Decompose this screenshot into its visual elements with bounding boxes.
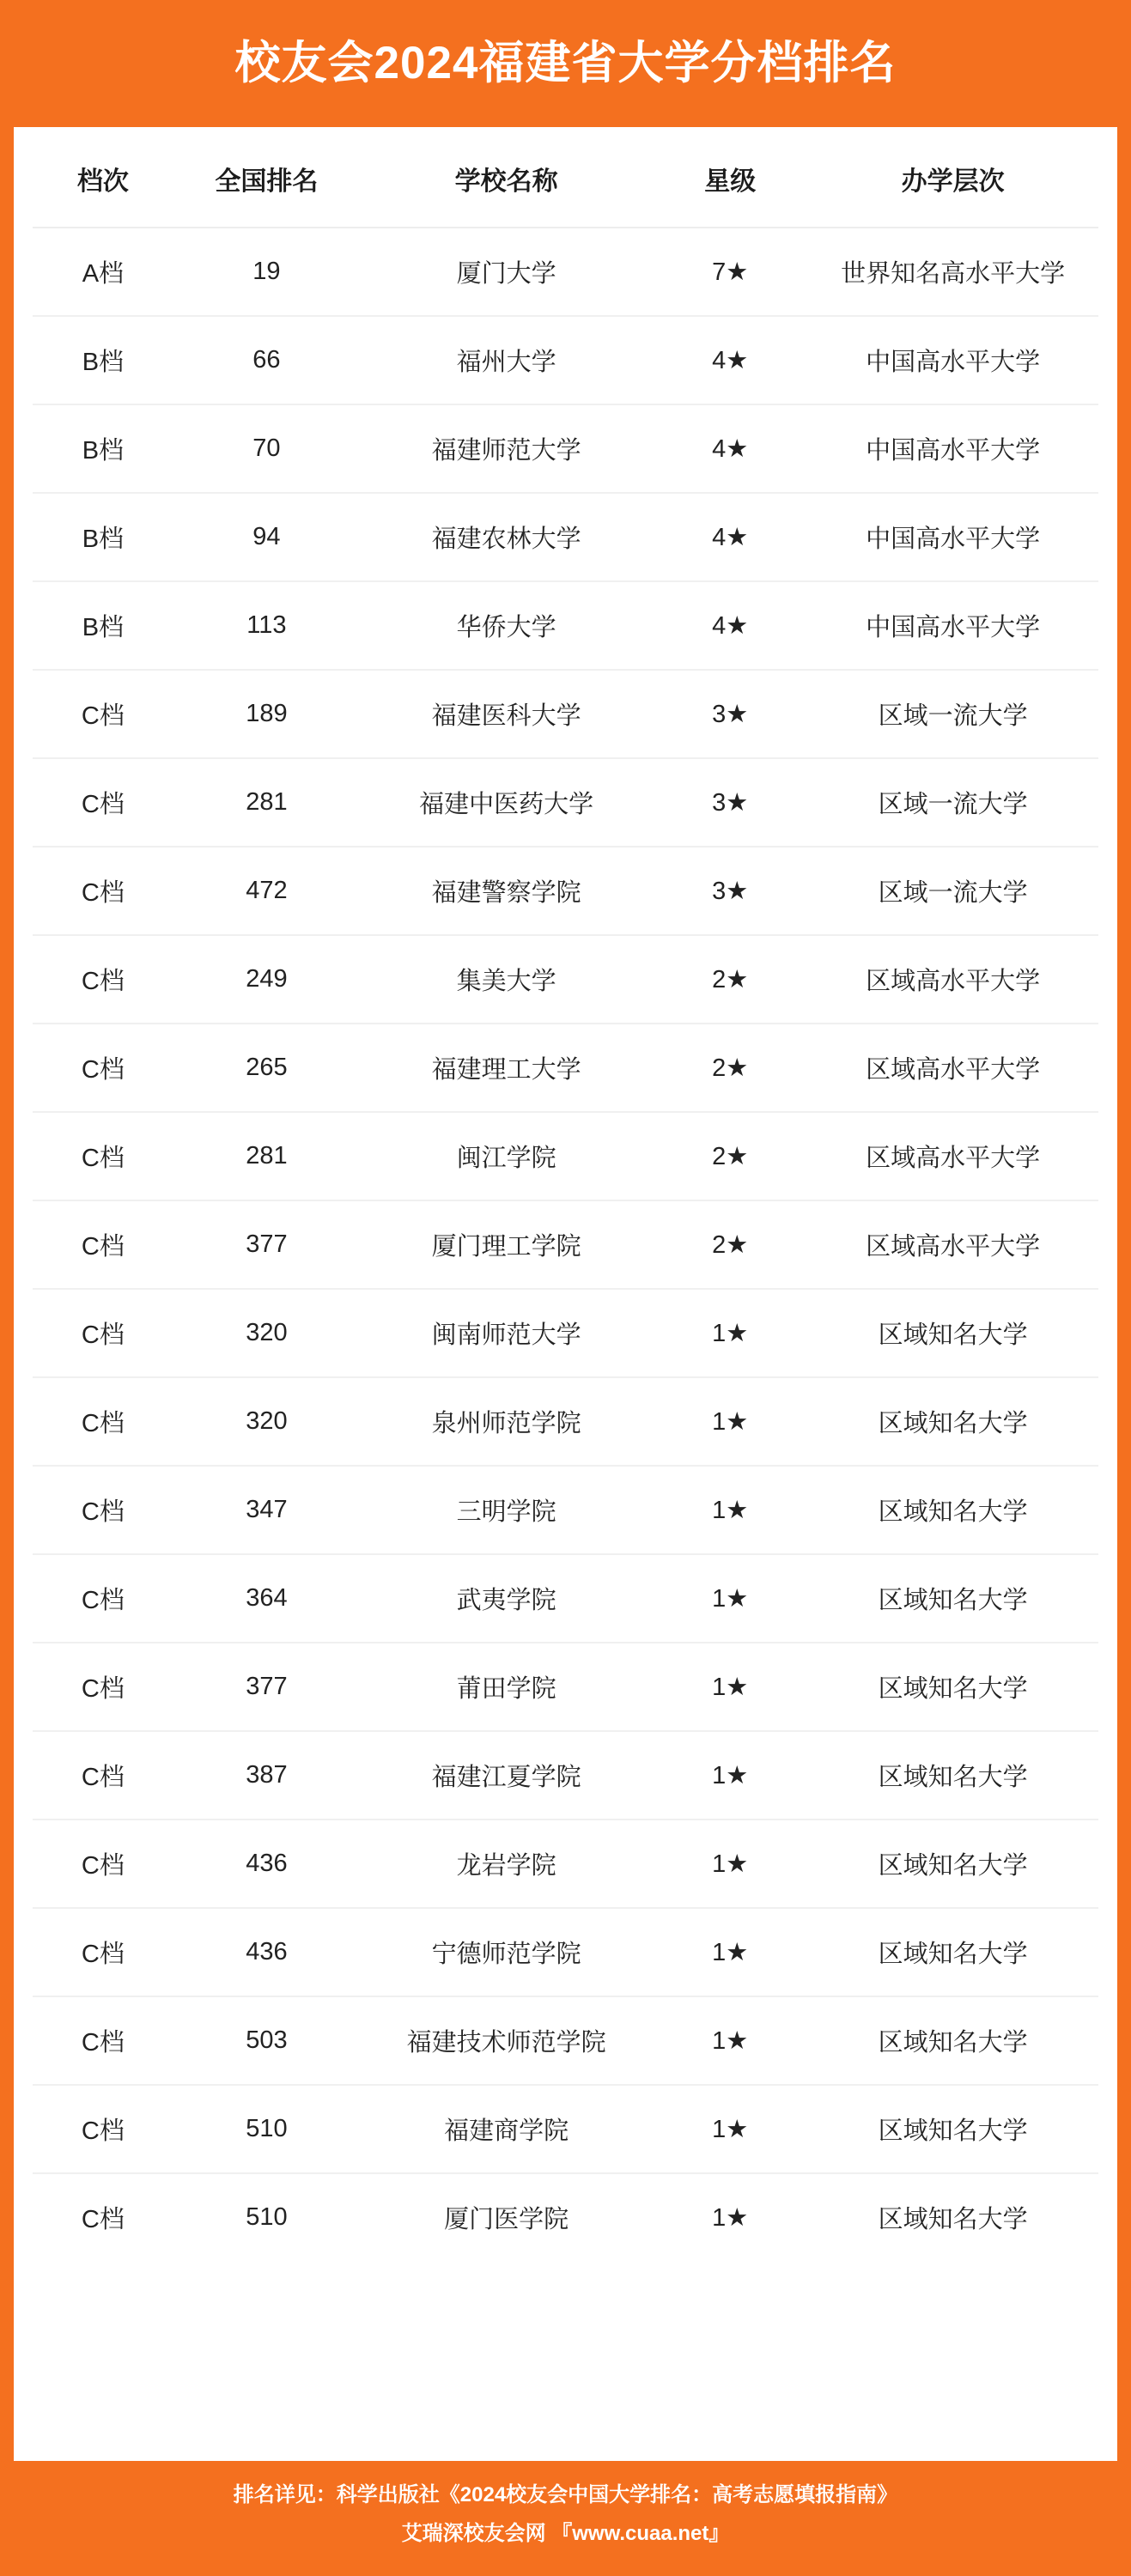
cell-tier: C档: [33, 847, 173, 935]
cell-level: 区域知名大学: [878, 2206, 1028, 2233]
table-row: [33, 1289, 1098, 1377]
cell-tier: C档: [33, 758, 173, 847]
table-row: [33, 1820, 1098, 1908]
cell-tier: C档: [33, 1200, 173, 1289]
cell-tier: C档: [33, 1289, 173, 1377]
poster-header: [14, 0, 1117, 127]
cell-level: 区域知名大学: [807, 1908, 1098, 1996]
cell-level: 区域知名大学: [807, 1996, 1098, 2085]
cell-school-name: 闽南师范大学: [360, 1289, 653, 1377]
cell-national-rank: 265: [173, 1024, 360, 1112]
cell-level: 中国高水平大学: [807, 581, 1098, 670]
page-title: 校友会2024福建省大学分档排名: [234, 38, 897, 89]
ranking-table: [33, 127, 1098, 2261]
cell-star-rating: 7★: [653, 228, 807, 316]
cell-school-name: 三明学院: [360, 1466, 653, 1554]
cell-star-rating: 1★: [653, 1554, 807, 1643]
cell-level: 区域知名大学: [807, 1289, 1098, 1377]
cell-star-rating: 1★: [653, 1289, 807, 1377]
table-row: [33, 847, 1098, 935]
cell-level: 中国高水平大学: [807, 493, 1098, 581]
cell-star-rating: 3★: [653, 670, 807, 758]
cell-national-rank: 387: [173, 1731, 360, 1820]
cell-school-name: 福建江夏学院: [360, 1731, 653, 1820]
cell-level: 区域知名大学: [807, 1377, 1098, 1466]
cell-tier: C档: [33, 1024, 173, 1112]
table-row: [33, 1996, 1098, 2085]
cell-level: 区域高水平大学: [807, 1024, 1098, 1112]
cell-school-name: 福建理工大学: [360, 1024, 653, 1112]
cell-tier: B档: [33, 404, 173, 493]
cell-national-rank: 377: [173, 1200, 360, 1289]
cell-tier: C档: [33, 1996, 173, 2085]
cell-level: 区域一流大学: [807, 847, 1098, 935]
cell-star-rating: 2★: [653, 935, 807, 1024]
cell-school-name: 龙岩学院: [360, 1820, 653, 1908]
cell-level: 区域知名大学: [807, 1820, 1098, 1908]
table-row: [33, 1024, 1098, 1112]
table-body: [33, 228, 1098, 2261]
cell-star-rating: 1★: [653, 1908, 807, 1996]
cell-level: 区域高水平大学: [807, 1112, 1098, 1200]
cell-national-rank: 320: [173, 1289, 360, 1377]
cell-tier: C档: [33, 1908, 173, 1996]
table-row: [33, 1200, 1098, 1289]
table-row: [33, 758, 1098, 847]
cell-school-name: 莆田学院: [360, 1643, 653, 1731]
cell-star-rating: 2★: [653, 1024, 807, 1112]
table-row: [33, 316, 1098, 404]
table-row: [33, 581, 1098, 670]
cell-national-rank: 364: [173, 1554, 360, 1643]
cell-star-rating: 2★: [653, 1112, 807, 1200]
cell-tier: C档: [33, 1377, 173, 1466]
cell-tier: C档: [33, 1643, 173, 1731]
cell-national-rank: 503: [173, 1996, 360, 2085]
cell-school-name: 福建医科大学: [360, 670, 653, 758]
cell-school-name: 福建商学院: [360, 2085, 653, 2173]
cell-level: 区域一流大学: [807, 670, 1098, 758]
cell-level: 中国高水平大学: [807, 404, 1098, 493]
cell-school-name: 集美大学: [360, 935, 653, 1024]
cell-level: 区域一流大学: [807, 758, 1098, 847]
column-header-level: 办学层次: [807, 127, 1098, 228]
column-header-tier: 档次: [33, 127, 173, 228]
cell-national-rank: 510: [173, 2085, 360, 2173]
cell-star-rating: 4★: [653, 316, 807, 404]
table-row: [33, 228, 1098, 316]
table-row: [33, 1908, 1098, 1996]
ranking-table-card: [14, 127, 1117, 2461]
cell-star-rating: 1★: [653, 1466, 807, 1554]
cell-national-rank: 113: [173, 581, 360, 670]
cell-tier: B档: [33, 581, 173, 670]
cell-star-rating: 1★: [653, 1996, 807, 2085]
table-row: [33, 1377, 1098, 1466]
cell-tier: C档: [33, 2085, 173, 2173]
cell-tier: C档: [33, 1554, 173, 1643]
cell-star-rating: 4★: [653, 493, 807, 581]
cell-level: 世界知名高水平大学: [807, 228, 1098, 316]
table-header: [33, 127, 1098, 228]
cell-national-rank: 94: [173, 493, 360, 581]
cell-level: 区域知名大学: [807, 1643, 1098, 1731]
cell-school-name: 厦门大学: [360, 228, 653, 316]
table-row: [33, 2085, 1098, 2173]
cell-star-rating: 3★: [653, 758, 807, 847]
cell-star-rating: 1★: [653, 1731, 807, 1820]
table-row: [33, 670, 1098, 758]
column-header-national-rank: 全国排名: [173, 127, 360, 228]
cell-school-name: 福建警察学院: [360, 847, 653, 935]
cell-school-name: 福建中医药大学: [360, 758, 653, 847]
cell-level: 区域高水平大学: [807, 1200, 1098, 1289]
cell-national-rank: 472: [173, 847, 360, 935]
cell-level: 区域知名大学: [807, 1466, 1098, 1554]
cell-national-rank: 66: [173, 316, 360, 404]
cell-star-rating: 4★: [653, 581, 807, 670]
cell-star-rating: 1★: [653, 2085, 807, 2173]
cell-star-rating: 1★: [653, 1643, 807, 1731]
cell-national-rank: 189: [173, 670, 360, 758]
cell-tier: C档: [33, 935, 173, 1024]
table-row: [33, 2173, 1098, 2261]
cell-tier: C档: [33, 1820, 173, 1908]
cell-tier: A档: [33, 228, 173, 316]
cell-level: 区域知名大学: [807, 2085, 1098, 2173]
cell-national-rank: 436: [173, 1908, 360, 1996]
cell-level: 区域知名大学: [807, 1554, 1098, 1643]
table-row: [33, 1112, 1098, 1200]
cell-tier: C档: [33, 1112, 173, 1200]
cell-level: 中国高水平大学: [807, 316, 1098, 404]
cell-national-rank: 249: [173, 935, 360, 1024]
poster-footer: [14, 2461, 1117, 2576]
table-row: [33, 1643, 1098, 1731]
cell-tier: B档: [33, 493, 173, 581]
cell-national-rank: 436: [173, 1820, 360, 1908]
cell-level: 区域高水平大学: [807, 935, 1098, 1024]
cell-national-rank: 377: [173, 1643, 360, 1731]
cell-national-rank: 510: [246, 2203, 288, 2231]
cell-tier: B档: [33, 316, 173, 404]
cell-level: 区域知名大学: [807, 1731, 1098, 1820]
cell-tier: C档: [33, 670, 173, 758]
cell-school-name: 福建技术师范学院: [360, 1996, 653, 2085]
cell-national-rank: 19: [173, 228, 360, 316]
cell-star-rating: 1★: [712, 2204, 749, 2232]
cell-star-rating: 2★: [653, 1200, 807, 1289]
cell-school-name: 泉州师范学院: [360, 1377, 653, 1466]
cell-school-name: 福建农林大学: [360, 493, 653, 581]
cell-school-name: 福建师范大学: [360, 404, 653, 493]
table-header-row: [33, 127, 1098, 228]
table-row: [33, 935, 1098, 1024]
footer-source-note: 排名详见：科学出版社《2024校友会中国大学排名：高考志愿填报指南》: [233, 2482, 898, 2506]
cell-national-rank: 347: [173, 1466, 360, 1554]
column-header-school-name: 学校名称: [360, 127, 653, 228]
footer-site-note: 艾瑞深校友会网 『www.cuaa.net』: [401, 2521, 730, 2545]
cell-tier: C档: [81, 2206, 125, 2233]
cell-national-rank: 320: [173, 1377, 360, 1466]
table-row: [33, 1731, 1098, 1820]
table-row: [33, 404, 1098, 493]
table-row: [33, 1466, 1098, 1554]
cell-national-rank: 281: [173, 758, 360, 847]
cell-school-name: 闽江学院: [360, 1112, 653, 1200]
table-row: [33, 493, 1098, 581]
column-header-star-rating: 星级: [653, 127, 807, 228]
cell-star-rating: 1★: [653, 1377, 807, 1466]
cell-school-name: 福州大学: [360, 316, 653, 404]
cell-school-name: 厦门医学院: [444, 2206, 569, 2233]
cell-star-rating: 1★: [653, 1820, 807, 1908]
cell-national-rank: 70: [173, 404, 360, 493]
cell-school-name: 宁德师范学院: [360, 1908, 653, 1996]
cell-star-rating: 3★: [653, 847, 807, 935]
cell-school-name: 武夷学院: [360, 1554, 653, 1643]
cell-tier: C档: [33, 1731, 173, 1820]
table-row: [33, 1554, 1098, 1643]
cell-star-rating: 4★: [653, 404, 807, 493]
cell-school-name: 华侨大学: [360, 581, 653, 670]
cell-national-rank: 281: [173, 1112, 360, 1200]
cell-tier: C档: [33, 1466, 173, 1554]
cell-school-name: 厦门理工学院: [360, 1200, 653, 1289]
